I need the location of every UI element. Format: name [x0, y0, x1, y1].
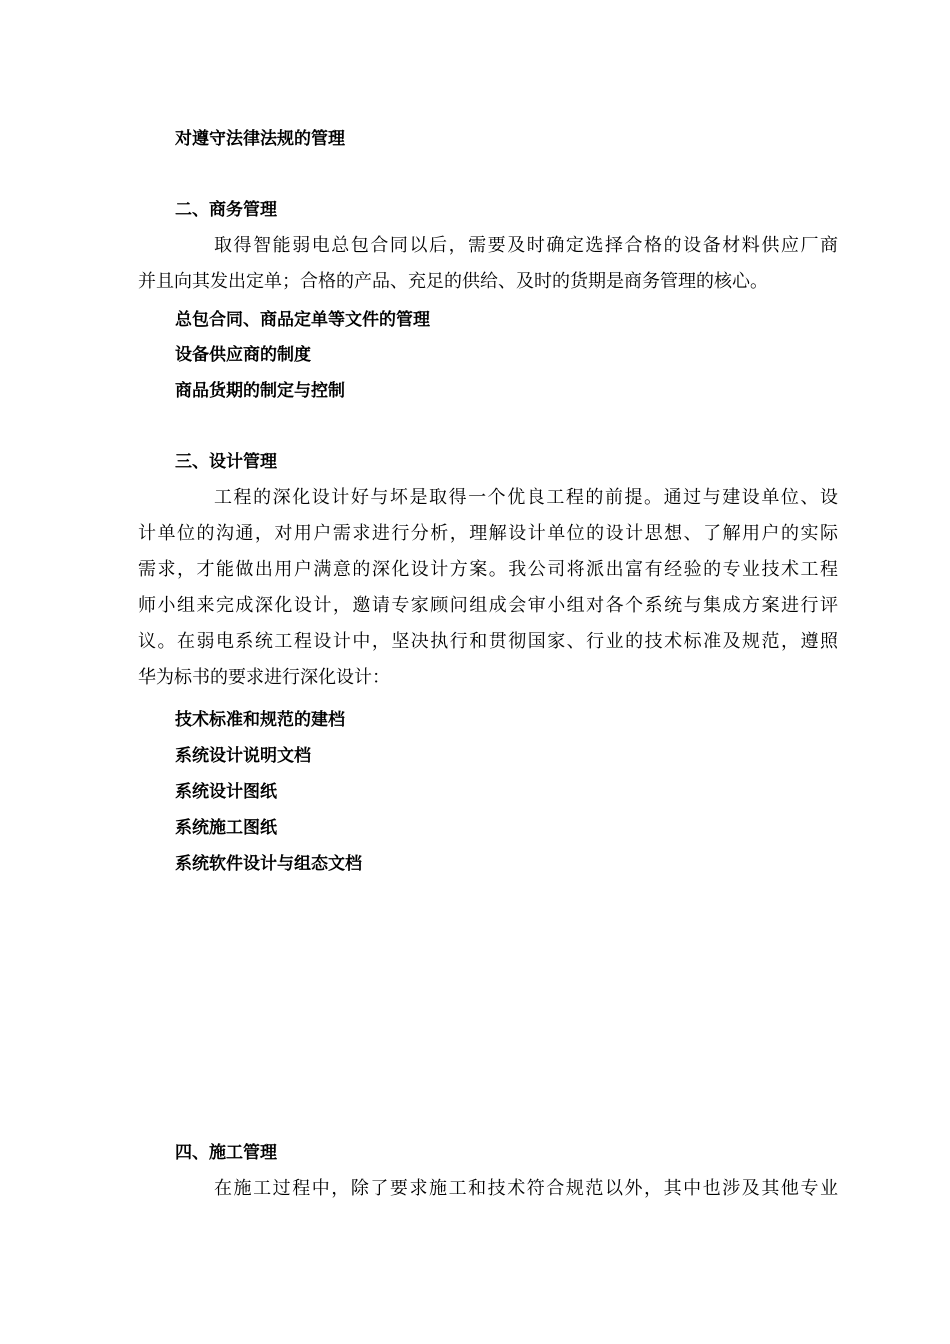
paragraph-line: 华为标书的要求进行深化设计：	[138, 667, 390, 688]
section-heading-construction: 四、施工管理	[175, 1143, 277, 1163]
item-compliance-management: 对遵守法律法规的管理	[175, 129, 345, 149]
paragraph-line: 需求，才能做出用户满意的深化设计方案。我公司将派出富有经验的专业技术工程	[138, 559, 838, 580]
list-item: 系统软件设计与组态文档	[175, 854, 362, 874]
section-heading-business: 二、商务管理	[175, 200, 277, 220]
paragraph-line: 取得智能弱电总包合同以后，需要及时确定选择合格的设备材料供应厂商	[214, 235, 838, 256]
list-item: 总包合同、商品定单等文件的管理	[175, 310, 430, 330]
paragraph-line: 议。在弱电系统工程设计中，坚决执行和贯彻国家、行业的技术标准及规范，遵照	[138, 631, 838, 652]
list-item: 系统设计说明文档	[175, 746, 311, 766]
list-item: 系统施工图纸	[175, 818, 277, 838]
section-heading-design: 三、设计管理	[175, 452, 277, 472]
paragraph-line: 师小组来完成深化设计，邀请专家顾问组成会审小组对各个系统与集成方案进行评	[138, 595, 838, 616]
paragraph-line: 在施工过程中，除了要求施工和技术符合规范以外，其中也涉及其他专业	[214, 1178, 838, 1199]
list-item: 技术标准和规范的建档	[175, 710, 345, 730]
paragraph-line: 并且向其发出定单；合格的产品、充足的供给、及时的货期是商务管理的核心。	[138, 271, 768, 292]
paragraph-line: 工程的深化设计好与坏是取得一个优良工程的前提。通过与建设单位、设	[214, 487, 838, 508]
list-item: 设备供应商的制度	[175, 345, 311, 365]
list-item: 商品货期的制定与控制	[175, 381, 345, 401]
paragraph-line: 计单位的沟通，对用户需求进行分析，理解设计单位的设计思想、了解用户的实际	[138, 523, 838, 544]
list-item: 系统设计图纸	[175, 782, 277, 802]
